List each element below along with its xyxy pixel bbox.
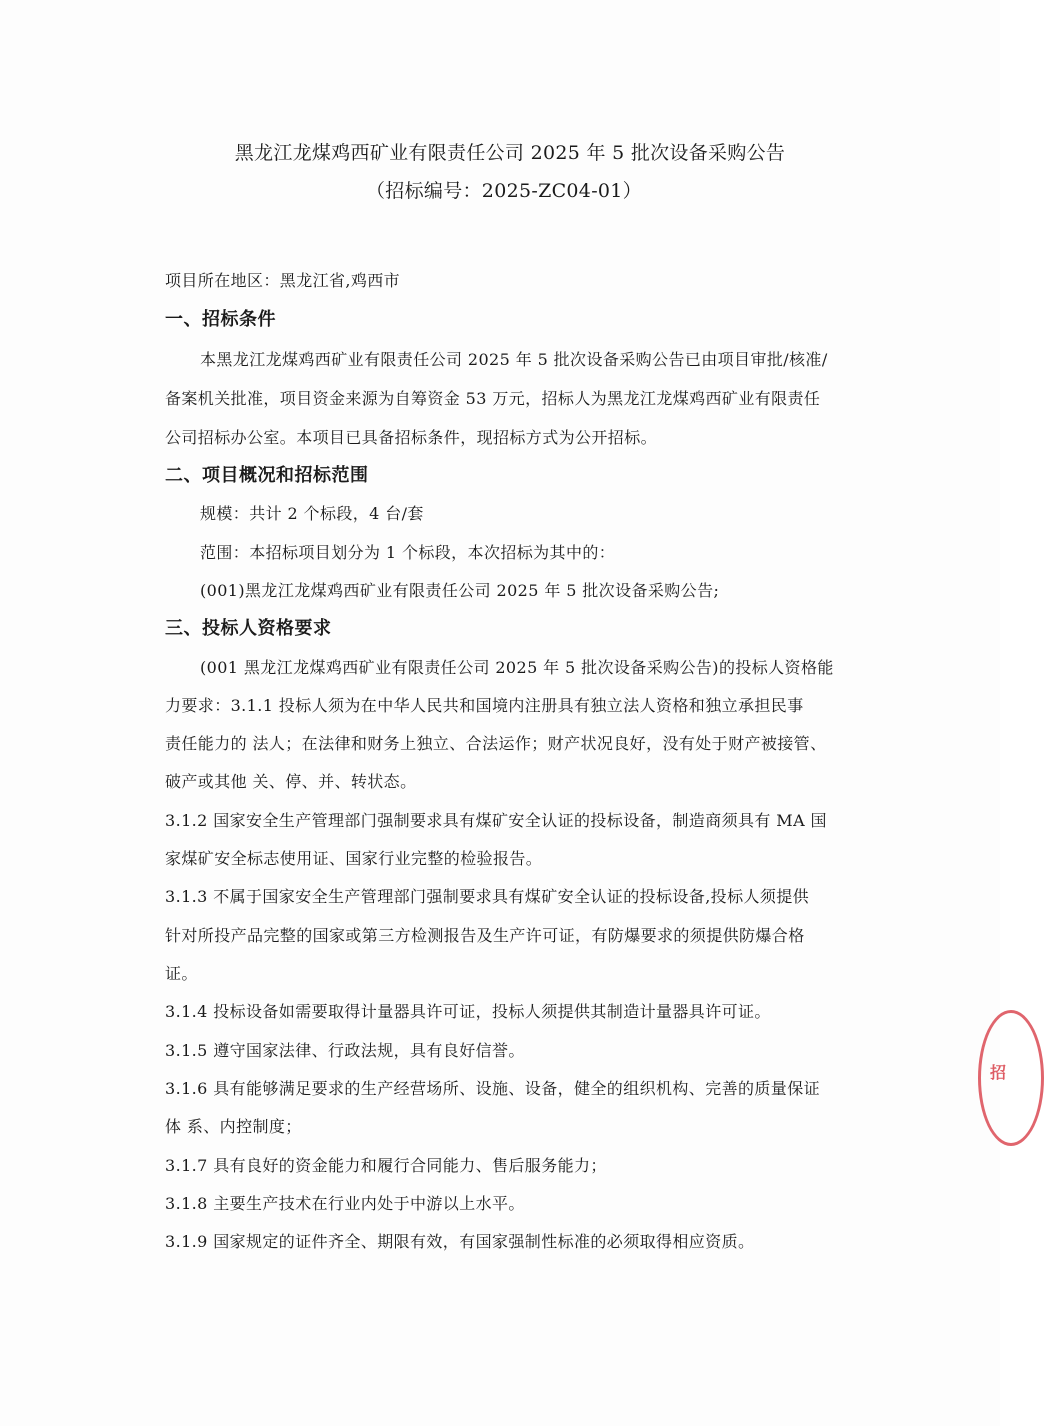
section-2-heading: 二、项目概况和招标范围 — [165, 465, 369, 486]
section-3-heading: 三、投标人资格要求 — [165, 618, 332, 639]
section-3-line: 证。 — [165, 964, 198, 983]
section-2-lot: (001)黑龙江龙煤鸡西矿业有限责任公司 2025 年 5 批次设备采购公告; — [200, 581, 720, 600]
section-3-line: (001 黑龙江龙煤鸡西矿业有限责任公司 2025 年 5 批次设备采购公告)的投标人资格能 — [200, 658, 834, 677]
section-3-line: 3.1.3 不属于国家安全生产管理部门强制要求具有煤矿安全认证的投标设备,投标人须提供 — [165, 887, 810, 906]
section-3-line: 力要求：3.1.1 投标人须为在中华人民共和国境内注册具有独立法人资格和独立承担民事 — [165, 696, 804, 715]
section-3-line: 家煤矿安全标志使用证、国家行业完整的检验报告。 — [165, 849, 543, 868]
section-3-line: 3.1.9 国家规定的证件齐全、期限有效，有国家强制性标准的必须取得相应资质。 — [165, 1232, 755, 1251]
section-3-line: 3.1.5 遵守国家法律、行政法规，具有良好信誉。 — [165, 1041, 525, 1060]
official-seal — [978, 1010, 1044, 1146]
section-3-line: 3.1.4 投标设备如需要取得计量器具许可证，投标人须提供其制造计量器具许可证。 — [165, 1002, 771, 1021]
tender-number: （招标编号：2025-ZC04-01） — [366, 180, 642, 202]
section-1-line: 公司招标办公室。本项目已具备招标条件，现招标方式为公开招标。 — [165, 428, 658, 447]
official-seal-glyph: 招 — [990, 1063, 1007, 1082]
section-3-line: 责任能力的 法人；在法律和财务上独立、合法运作；财产状况良好，没有处于财产被接管、 — [165, 734, 827, 753]
section-3-line: 体 系、内控制度； — [165, 1117, 302, 1136]
section-2-scale: 规模：共计 2 个标段，4 台/套 — [200, 504, 424, 523]
section-3-line: 3.1.6 具有能够满足要求的生产经营场所、设施、设备，健全的组织机构、完善的质量保证 — [165, 1079, 820, 1098]
document-title: 黑龙江龙煤鸡西矿业有限责任公司 2025 年 5 批次设备采购公告 — [234, 142, 786, 164]
section-3-line: 针对所投产品完整的国家或第三方检测报告及生产许可证，有防爆要求的须提供防爆合格 — [165, 926, 805, 945]
section-3-line: 3.1.7 具有良好的资金能力和履行合同能力、售后服务能力； — [165, 1156, 607, 1175]
section-2-range: 范围：本招标项目划分为 1 个标段，本次招标为其中的： — [200, 543, 616, 562]
section-1-heading: 一、招标条件 — [165, 309, 276, 330]
section-3-line: 3.1.8 主要生产技术在行业内处于中游以上水平。 — [165, 1194, 525, 1213]
project-region: 项目所在地区：黑龙江省,鸡西市 — [165, 271, 401, 290]
section-1-line: 本黑龙江龙煤鸡西矿业有限责任公司 2025 年 5 批次设备采购公告已由项目审批/核准/ — [200, 350, 828, 369]
section-3-line: 破产或其他 关、停、并、转状态。 — [165, 772, 417, 791]
section-3-line: 3.1.2 国家安全生产管理部门强制要求具有煤矿安全认证的投标设备，制造商须具有 MA 国 — [165, 811, 827, 830]
section-1-line: 备案机关批准，项目资金来源为自筹资金 53 万元，招标人为黑龙江龙煤鸡西矿业有限责任 — [165, 389, 821, 408]
